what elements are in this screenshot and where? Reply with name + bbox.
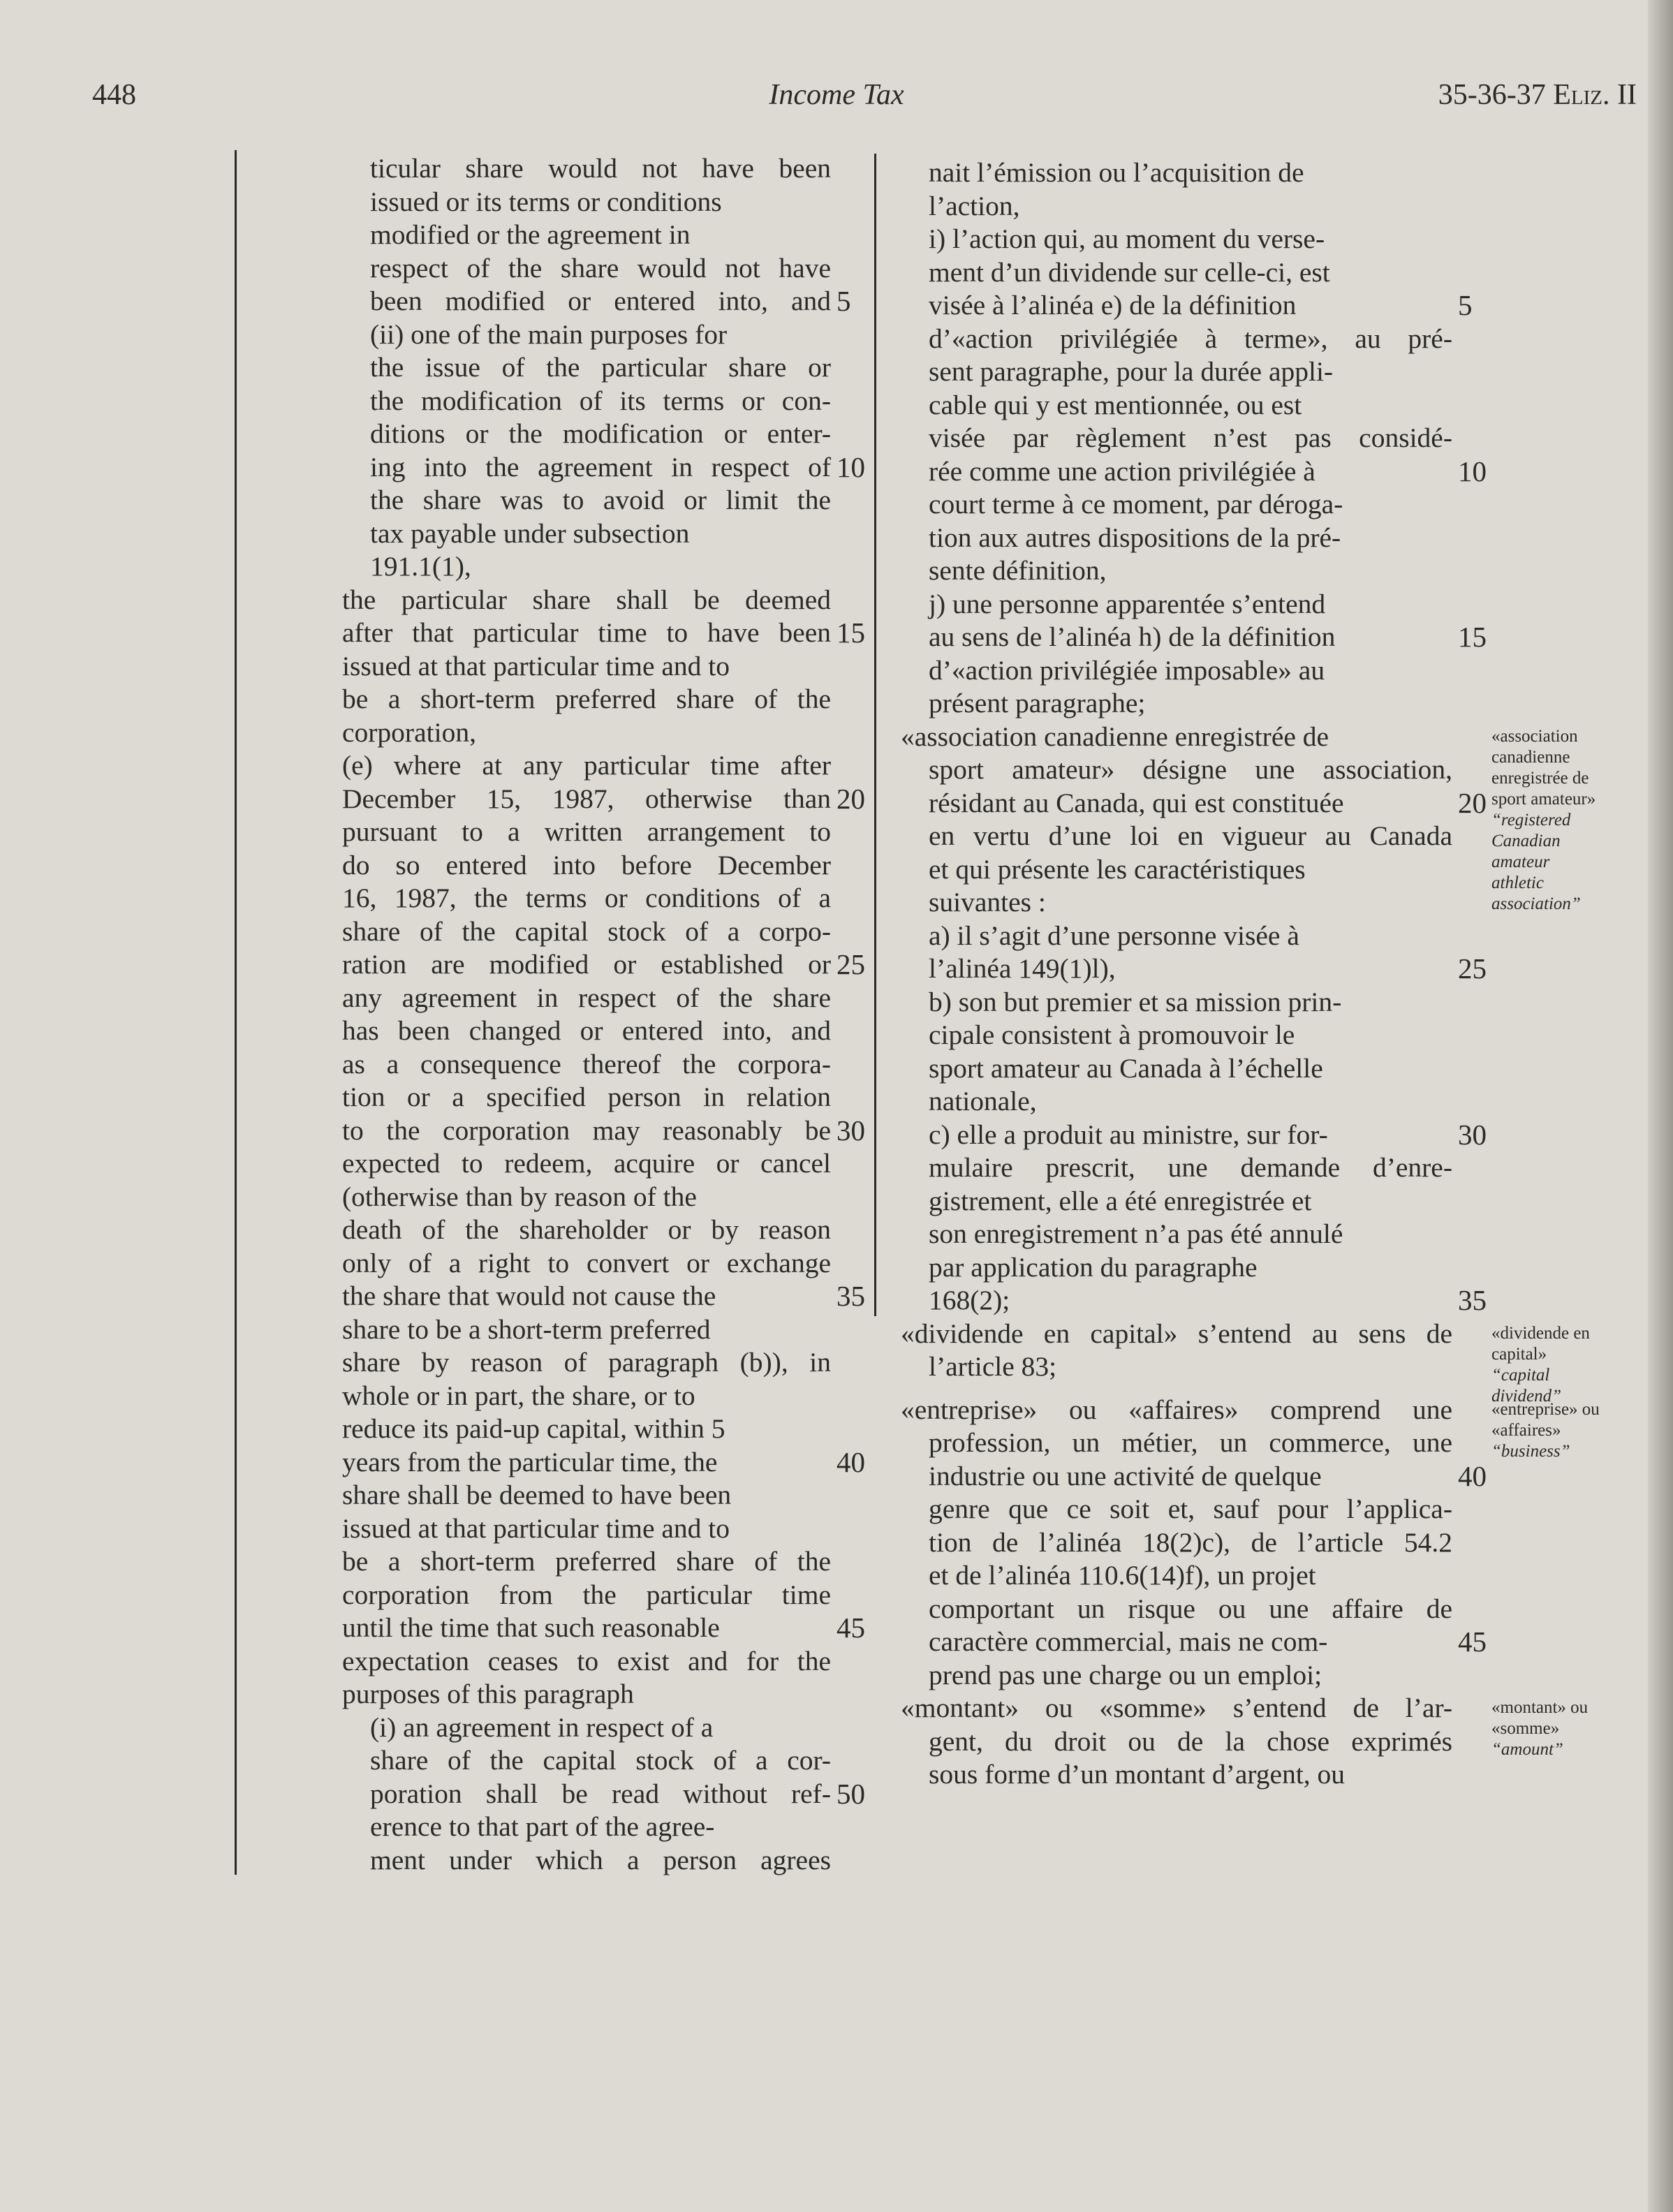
english-line-text: be a short-term preferred share of the xyxy=(342,684,831,714)
french-line-text: profession, un métier, un commerce, une xyxy=(929,1427,1452,1458)
french-line-text: gistrement, elle a été enregistrée et xyxy=(929,1185,1312,1216)
french-line-text: «entreprise» ou «affaires» comprend une xyxy=(901,1394,1452,1425)
marginal-note-english: “capital xyxy=(1491,1366,1550,1385)
french-line-text: résidant au Canada, qui est constituée xyxy=(929,787,1344,818)
english-line xyxy=(342,1811,831,1844)
marginal-note-english: “business” xyxy=(1491,1442,1570,1461)
english-line-text: ing into the agreement in respect of xyxy=(370,451,831,482)
line-number: 35 xyxy=(1458,1284,1487,1316)
english-line-text: issued at that particular time and to xyxy=(342,650,730,681)
english-line-text: after that particular time to have been xyxy=(342,617,831,648)
english-line xyxy=(342,1678,831,1711)
marginal-note-english: association” xyxy=(1491,894,1581,913)
french-line-text: visée par règlement n’est pas considé- xyxy=(929,422,1452,453)
english-line xyxy=(342,782,865,816)
french-line-text: 168(2); xyxy=(929,1285,1010,1315)
column-divider-rule xyxy=(874,154,876,1316)
english-line-text: only of a right to convert or exchange xyxy=(342,1247,831,1278)
french-line-text: suivantes : xyxy=(929,887,1046,917)
line-number: 10 xyxy=(1458,455,1487,487)
french-line-text: visée à l’alinéa e) de la définition xyxy=(929,290,1297,320)
french-line xyxy=(901,986,1452,1019)
french-line-text: son enregistrement n’a pas été annulé xyxy=(929,1218,1343,1249)
english-line xyxy=(342,948,865,982)
english-line-text: death of the shareholder or by reason xyxy=(342,1214,831,1245)
english-line-text: ration are modified or established or xyxy=(342,949,831,980)
english-line xyxy=(342,816,831,849)
marginal-note xyxy=(1491,726,1659,915)
english-line-text: reduce its paid-up capital, within 5 xyxy=(342,1413,725,1444)
english-line-text: years from the particular time, the xyxy=(342,1446,718,1477)
english-line-text: any agreement in respect of the share xyxy=(342,982,831,1013)
french-line xyxy=(901,1118,1487,1152)
english-line-text: to the corporation may reasonably be xyxy=(342,1114,831,1146)
english-line xyxy=(342,1114,865,1148)
french-line xyxy=(901,1151,1452,1185)
french-line-text: comportant un risque ou une affaire de xyxy=(929,1593,1452,1624)
french-line-text: court terme à ce moment, par déroga- xyxy=(929,489,1343,519)
english-line xyxy=(342,1015,831,1048)
french-line xyxy=(901,289,1473,323)
english-line-text: corporation from the particular time xyxy=(342,1579,831,1610)
english-line xyxy=(342,219,831,252)
french-line xyxy=(901,721,1452,754)
english-line xyxy=(342,1744,831,1778)
english-line-text: ticular share would not have been xyxy=(370,153,831,184)
french-line-text: cable qui y est mentionnée, ou est xyxy=(929,389,1302,420)
english-line-text: purposes of this paragraph xyxy=(342,1679,634,1709)
french-line xyxy=(901,1526,1452,1560)
french-line xyxy=(901,1284,1487,1318)
english-line xyxy=(342,1545,831,1579)
french-line-text: nationale, xyxy=(929,1086,1037,1116)
french-line xyxy=(901,223,1452,256)
line-number: 25 xyxy=(836,948,865,980)
french-line-text: «montant» ou «somme» s’entend de l’ar- xyxy=(901,1693,1452,1723)
french-line xyxy=(901,1725,1452,1759)
french-line xyxy=(901,1493,1452,1526)
marginal-note-french: «association xyxy=(1491,727,1578,746)
french-line xyxy=(901,1218,1452,1251)
english-line-text: erence to that part of the agree- xyxy=(370,1811,715,1842)
english-line-text: 16, 1987, the terms or conditions of a xyxy=(342,883,831,913)
english-line xyxy=(342,617,865,650)
french-line-text: tion aux autres dispositions de la pré- xyxy=(929,522,1341,553)
english-line xyxy=(342,1181,831,1214)
english-line xyxy=(342,1479,831,1512)
english-line-text: share shall be deemed to have been xyxy=(342,1480,732,1510)
english-line xyxy=(342,1247,831,1281)
line-number: 30 xyxy=(836,1114,865,1146)
french-line-text: «dividende en capital» s’entend au sens de xyxy=(901,1318,1452,1349)
marginal-note xyxy=(1491,1323,1659,1407)
french-line-text: par application du paragraphe xyxy=(929,1251,1258,1283)
french-line xyxy=(901,820,1452,853)
english-line xyxy=(342,716,831,750)
english-line-text: tax payable under subsection xyxy=(370,517,690,549)
marginal-note xyxy=(1491,1697,1659,1760)
english-line xyxy=(342,1147,831,1181)
english-line-text: December 15, 1987, otherwise than xyxy=(342,783,831,814)
english-line xyxy=(342,1512,831,1546)
line-number: 15 xyxy=(1458,621,1487,653)
line-number: 30 xyxy=(1458,1118,1487,1151)
english-line xyxy=(342,1612,865,1645)
line-number: 20 xyxy=(1458,786,1487,819)
french-line-text: d’«action privilégiée imposable» au xyxy=(929,654,1325,686)
english-line xyxy=(342,1380,831,1413)
french-line-text: sous forme d’un montant d’argent, ou xyxy=(929,1759,1346,1790)
french-line xyxy=(901,1251,1452,1285)
marginal-note-english: amateur xyxy=(1491,853,1550,871)
marginal-note-french: enregistrée de xyxy=(1491,769,1589,788)
english-line xyxy=(342,1214,831,1247)
marginal-note-english: athletic xyxy=(1491,873,1544,892)
french-line-text: l’alinéa 149(1)l), xyxy=(929,953,1116,984)
english-line xyxy=(342,517,831,551)
french-line-text: rée comme une action privilégiée à xyxy=(929,455,1315,487)
french-line xyxy=(901,952,1487,986)
french-line-text: l’article 83; xyxy=(929,1351,1057,1382)
line-number: 40 xyxy=(1458,1459,1487,1492)
french-line xyxy=(901,1426,1452,1460)
english-line xyxy=(342,882,831,915)
regnal-year-suffix: . II xyxy=(1602,79,1637,111)
english-line-text: respect of the share would not have xyxy=(370,252,831,283)
french-line xyxy=(901,1318,1452,1351)
french-line-text: c) elle a produit au ministre, sur for- xyxy=(929,1119,1328,1150)
english-line xyxy=(342,1413,831,1446)
french-line-text: cipale consistent à promouvoir le xyxy=(929,1019,1295,1050)
french-line xyxy=(901,1394,1452,1427)
english-line-text: issued or its terms or conditions xyxy=(370,186,722,217)
marginal-note-french: «somme» xyxy=(1491,1719,1560,1738)
english-line-text: pursuant to a written arrangement to xyxy=(342,816,831,847)
english-line xyxy=(342,1048,831,1082)
french-line-text: nait l’émission ou l’acquisition de xyxy=(929,157,1304,188)
french-line xyxy=(901,1692,1452,1725)
french-spacer xyxy=(901,1384,1452,1394)
english-column xyxy=(342,152,865,1877)
french-line-text: sente définition, xyxy=(929,555,1107,586)
french-line xyxy=(901,323,1452,356)
english-line-text: do so entered into before December xyxy=(342,849,831,880)
french-line xyxy=(901,886,1452,920)
marginal-note-french: capital» xyxy=(1491,1345,1547,1364)
french-line xyxy=(901,1185,1452,1218)
marginal-note-french: «affaires» xyxy=(1491,1421,1561,1440)
english-line-text: has been changed or entered into, and xyxy=(342,1015,831,1046)
french-line xyxy=(901,654,1452,688)
line-number: 15 xyxy=(836,617,865,649)
english-line xyxy=(342,318,831,352)
page-edge-shadow xyxy=(1648,0,1673,2212)
line-number: 10 xyxy=(836,450,865,483)
french-line-text: au sens de l’alinéa h) de la définition xyxy=(929,621,1336,652)
english-line xyxy=(342,351,831,385)
french-line xyxy=(901,1052,1452,1086)
english-line xyxy=(342,683,831,716)
english-line-text: share to be a short-term preferred xyxy=(342,1313,711,1345)
english-line xyxy=(342,650,831,684)
french-line-text: et de l’alinéa 110.6(14)f), un projet xyxy=(929,1560,1316,1591)
french-line xyxy=(901,588,1452,621)
english-line-text: share by reason of paragraph (b)), in xyxy=(342,1347,831,1378)
marginal-note-french: canadienne xyxy=(1491,748,1570,767)
english-line-text: (ii) one of the main purposes for xyxy=(370,318,728,350)
line-number: 5 xyxy=(1458,289,1473,321)
english-line-text: corporation, xyxy=(342,716,476,748)
running-title: Income Tax xyxy=(769,79,904,111)
french-line-text: tion de l’alinéa 18(2)c), de l’article 54.2 xyxy=(929,1526,1452,1558)
french-line-text: d’«action privilégiée à terme», au pré- xyxy=(929,323,1452,354)
marginal-note-english: dividend” xyxy=(1491,1387,1561,1406)
marginal-note-french: «entreprise» ou xyxy=(1491,1400,1600,1419)
marginal-note-french: «montant» ou xyxy=(1491,1698,1589,1717)
french-line-text: «association canadienne enregistrée de xyxy=(901,721,1329,752)
english-line xyxy=(342,915,831,949)
line-number: 20 xyxy=(836,782,865,815)
french-line xyxy=(901,621,1487,654)
english-line-text: 191.1(1), xyxy=(370,551,471,582)
french-line-text: ment d’un dividende sur celle-ci, est xyxy=(929,256,1330,288)
french-line xyxy=(901,1350,1452,1384)
english-line xyxy=(342,484,831,517)
line-number: 45 xyxy=(1458,1625,1487,1658)
french-line-text: i) l’action qui, au moment du verse- xyxy=(929,223,1325,254)
english-line xyxy=(342,1346,831,1380)
english-line xyxy=(342,152,831,186)
french-line-text: en vertu d’une loi en vigueur au Canada xyxy=(929,820,1452,851)
french-line-text: j) une personne apparentée s’entend xyxy=(929,588,1326,619)
line-number: 50 xyxy=(836,1777,865,1810)
regnal-year xyxy=(1438,78,1637,112)
french-line xyxy=(901,786,1487,820)
line-number: 35 xyxy=(836,1280,865,1312)
english-line-text: share of the capital stock of a corpo- xyxy=(342,915,831,947)
french-line xyxy=(901,455,1487,489)
english-line xyxy=(342,1844,831,1878)
english-line xyxy=(342,252,831,286)
english-line xyxy=(342,285,851,318)
english-line-text: share of the capital stock of a cor- xyxy=(370,1745,831,1776)
english-line-text: (e) where at any particular time after xyxy=(342,750,831,781)
english-line xyxy=(342,385,831,418)
english-line-text: ditions or the modification or enter- xyxy=(370,418,831,449)
english-line-text: tion or a specified person in relation xyxy=(342,1082,831,1112)
french-line xyxy=(901,554,1452,588)
english-line-text: expected to redeem, acquire or cancel xyxy=(342,1148,831,1179)
english-line xyxy=(342,450,865,485)
english-line-text: been modified or entered into, and xyxy=(370,286,831,316)
french-line xyxy=(901,1085,1452,1119)
english-line xyxy=(342,849,831,883)
french-line xyxy=(901,1593,1452,1626)
french-line-text: genre que ce soit et, sauf pour l’applica- xyxy=(929,1494,1452,1524)
french-line-text: l’action, xyxy=(929,190,1020,221)
english-line-text: the share that would not cause the xyxy=(342,1281,716,1311)
english-line-text: (otherwise than by reason of the xyxy=(342,1181,697,1212)
french-line xyxy=(901,355,1452,389)
french-line xyxy=(901,488,1452,522)
french-line-text: présent paragraphe; xyxy=(929,688,1146,718)
line-number: 5 xyxy=(836,285,851,317)
french-column xyxy=(901,156,1487,1792)
french-line xyxy=(901,687,1452,721)
french-line-text: prend pas une charge ou un emploi; xyxy=(929,1659,1322,1690)
marginal-note-french: «dividende en xyxy=(1491,1324,1590,1343)
french-line xyxy=(901,389,1452,422)
left-margin-rule xyxy=(235,150,237,1875)
line-number: 25 xyxy=(1458,952,1487,985)
french-line-text: et qui présente les caractéristiques xyxy=(929,853,1306,885)
french-line-text: caractère commercial, mais ne com- xyxy=(929,1626,1328,1657)
english-line-text: the issue of the particular share or xyxy=(370,352,831,383)
english-line xyxy=(342,550,831,584)
page-number: 448 xyxy=(92,79,136,111)
regnal-year-prefix: 35-36-37 E xyxy=(1438,79,1571,111)
french-line xyxy=(901,1459,1487,1494)
english-line-text: the share was to avoid or limit the xyxy=(370,485,831,515)
english-line-text: poration shall be read without ref- xyxy=(370,1778,831,1809)
french-line xyxy=(901,1758,1452,1792)
french-line xyxy=(901,753,1452,787)
french-line-text: a) il s’agit d’une personne visée à xyxy=(929,920,1299,951)
line-number: 45 xyxy=(836,1612,865,1644)
english-line xyxy=(342,1711,831,1745)
english-line-text: until the time that such reasonable xyxy=(342,1612,720,1643)
french-line-text: sport amateur au Canada à l’échelle xyxy=(929,1052,1323,1084)
english-line xyxy=(342,1777,865,1811)
french-line xyxy=(901,1625,1487,1659)
french-line xyxy=(901,422,1452,455)
english-line-text: whole or in part, the share, or to xyxy=(342,1380,695,1411)
french-line xyxy=(901,1559,1452,1593)
english-line-text: (i) an agreement in respect of a xyxy=(370,1711,714,1743)
french-line xyxy=(901,1019,1452,1052)
english-line-text: modified or the agreement in xyxy=(370,219,691,250)
english-line-text: ment under which a person agrees xyxy=(370,1844,831,1875)
english-line xyxy=(342,186,831,219)
english-line xyxy=(342,1645,831,1679)
french-line xyxy=(901,853,1452,887)
marginal-note-english: “amount” xyxy=(1491,1740,1563,1759)
marginal-note-english: Canadian xyxy=(1491,832,1561,850)
marginal-note xyxy=(1491,1399,1659,1462)
english-line xyxy=(342,1579,831,1612)
english-line xyxy=(342,1313,831,1347)
english-line xyxy=(342,982,831,1015)
french-line-text: industrie ou une activité de quelque xyxy=(929,1460,1322,1491)
english-line-text: the particular share shall be deemed xyxy=(342,584,831,615)
french-line xyxy=(901,920,1452,953)
line-number: 40 xyxy=(836,1445,865,1478)
french-line-text: sport amateur» désigne une association, xyxy=(929,754,1452,785)
english-line xyxy=(342,749,831,783)
english-line xyxy=(342,418,831,451)
french-line-text: gent, du droit ou de la chose exprimés xyxy=(929,1725,1452,1757)
french-line xyxy=(901,156,1452,190)
english-line xyxy=(342,1280,865,1313)
regnal-year-small-caps: liz xyxy=(1570,79,1603,111)
french-line xyxy=(901,1659,1452,1693)
english-line-text: be a short-term preferred share of the xyxy=(342,1546,831,1577)
english-line xyxy=(342,1081,831,1114)
english-line-text: expectation ceases to exist and for the xyxy=(342,1645,831,1676)
english-line-text: as a consequence thereof the corpora- xyxy=(342,1048,831,1079)
french-line xyxy=(901,522,1452,555)
english-line xyxy=(342,584,831,617)
french-line xyxy=(901,190,1452,223)
english-line xyxy=(342,1445,865,1480)
french-line-text: sent paragraphe, pour la durée appli- xyxy=(929,356,1334,387)
marginal-note-english: “registered xyxy=(1491,811,1571,830)
marginal-note-french: sport amateur» xyxy=(1491,790,1596,809)
french-line-text: b) son but premier et sa mission prin- xyxy=(929,986,1342,1017)
french-line xyxy=(901,256,1452,290)
french-line-text: mulaire prescrit, une demande d’enre- xyxy=(929,1152,1452,1183)
english-line-text: issued at that particular time and to xyxy=(342,1512,730,1544)
english-line-text: the modification of its terms or con- xyxy=(370,385,831,416)
